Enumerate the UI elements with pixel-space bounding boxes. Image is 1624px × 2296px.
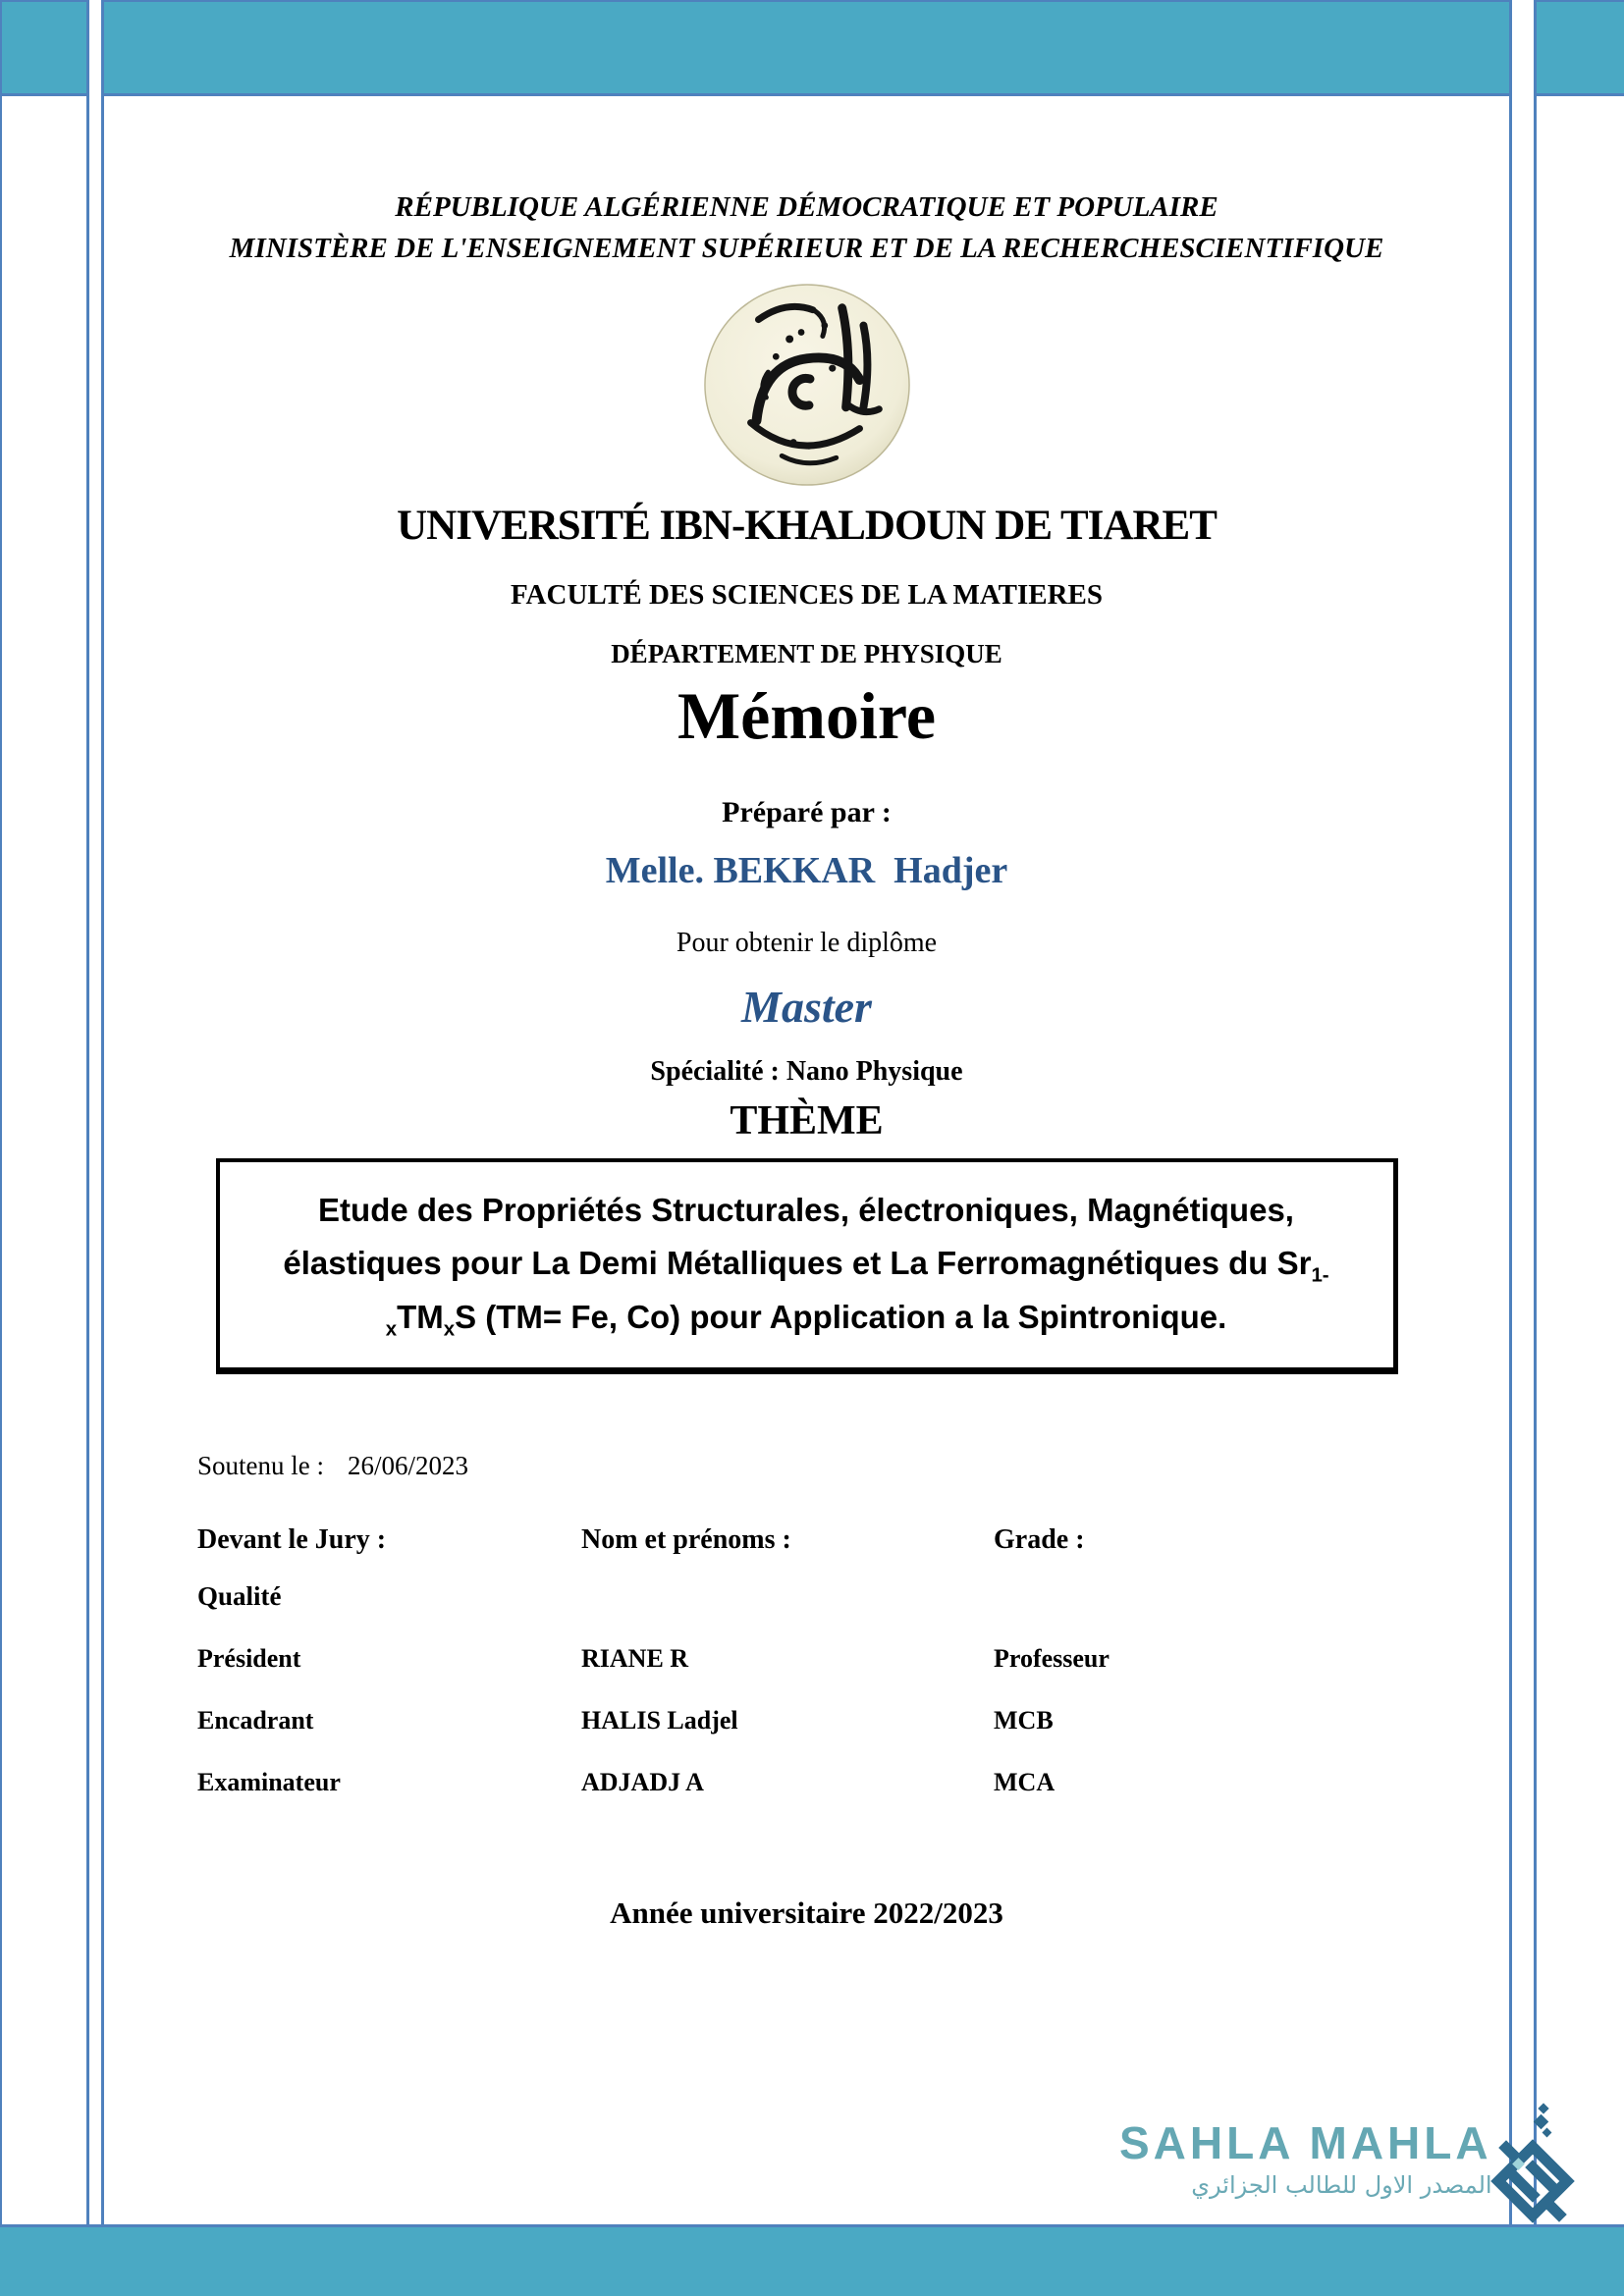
- theme-heading: THÈME: [730, 1098, 884, 1145]
- jury-row-encadrant: [197, 1706, 1450, 1735]
- theme-title-part3: S (TM= Fe, Co) pour Application a la Spintronique.: [455, 1299, 1227, 1336]
- university-seal-logo: [104, 279, 1509, 496]
- jury-member-grade: MCA: [994, 1767, 1056, 1796]
- jury-quality: Examinateur: [197, 1767, 341, 1796]
- jury-quality: Président: [197, 1643, 301, 1673]
- left-margin-strip: [0, 0, 89, 2224]
- department-name: DÉPARTEMENT DE PHYSIQUE: [611, 639, 1002, 669]
- prepared-by-label: Préparé par :: [722, 796, 892, 829]
- author-name: Melle. BEKKAR Hadjer: [605, 850, 1008, 892]
- right-strip-top-band: [1537, 0, 1624, 96]
- cover-page: [101, 0, 1512, 2224]
- degree-name: Master: [741, 982, 872, 1033]
- theme-title-part2: TM: [397, 1299, 444, 1336]
- document-type-title: Mémoire: [677, 678, 937, 754]
- brand-tagline: المصدر الاول للطالب الجزائري: [1191, 2171, 1492, 2199]
- jury-member-name: HALIS Ladjel: [581, 1705, 738, 1735]
- jury-subheader: Qualité: [197, 1580, 282, 1611]
- jury-col-grade: Grade :: [994, 1523, 1085, 1555]
- theme-title-subscript1: 1-x: [385, 1263, 1329, 1341]
- speciality: Spécialité : Nano Physique: [650, 1056, 963, 1088]
- theme-title-box: [216, 1158, 1398, 1374]
- republic-header: RÉPUBLIQUE ALGÉRIENNE DÉMOCRATIQUE ET POPULAIRE: [395, 191, 1218, 223]
- jury-row-president: [197, 1644, 1450, 1674]
- university-name: UNIVERSITÉ IBN-KHALDOUN DE TIARET: [397, 503, 1217, 550]
- jury-row-examinateur: [197, 1768, 1450, 1797]
- top-banner: [104, 0, 1509, 96]
- brand-watermark: [1119, 2103, 1587, 2250]
- jury-col-name: Nom et prénoms :: [581, 1523, 791, 1555]
- cover-content: [104, 187, 1509, 1931]
- left-strip-top-band: [2, 0, 86, 96]
- brand-name: SAHLA MAHLA: [1119, 2117, 1492, 2168]
- jury-member-name: ADJADJ A: [581, 1767, 704, 1796]
- jury-member-grade: MCB: [994, 1705, 1054, 1735]
- jury-member-name: RIANE R: [581, 1643, 689, 1673]
- kufic-knot-logo-icon: [1479, 2103, 1587, 2250]
- jury-member-grade: Professeur: [994, 1643, 1110, 1673]
- defense-date: 26/06/2023: [348, 1450, 469, 1480]
- jury-header-row: [197, 1524, 1450, 1556]
- defense-date-line: [197, 1451, 1450, 1481]
- ministry-header: MINISTÈRE DE L'ENSEIGNEMENT SUPÉRIEUR ET DE LA RECHERCHESCIENTIFIQUE: [229, 233, 1384, 265]
- faculty-name: FACULTÉ DES SCIENCES DE LA MATIERES: [511, 579, 1103, 612]
- theme-title-part1: Etude des Propriétés Structurales, électroniques, Magnétiques, élastiques pour La Demi Métalliques et La Ferromagnétiques du Sr: [283, 1192, 1312, 1281]
- right-margin-strip: [1534, 0, 1624, 2224]
- jury-col-quality: Devant le Jury :: [197, 1523, 387, 1555]
- jury-quality: Encadrant: [197, 1705, 314, 1735]
- diploma-intro: Pour obtenir le diplôme: [676, 928, 938, 959]
- theme-title-subscript2: x: [443, 1317, 456, 1341]
- academic-year: Année universitaire 2022/2023: [610, 1895, 1003, 1930]
- defense-date-label: Soutenu le :: [197, 1450, 324, 1480]
